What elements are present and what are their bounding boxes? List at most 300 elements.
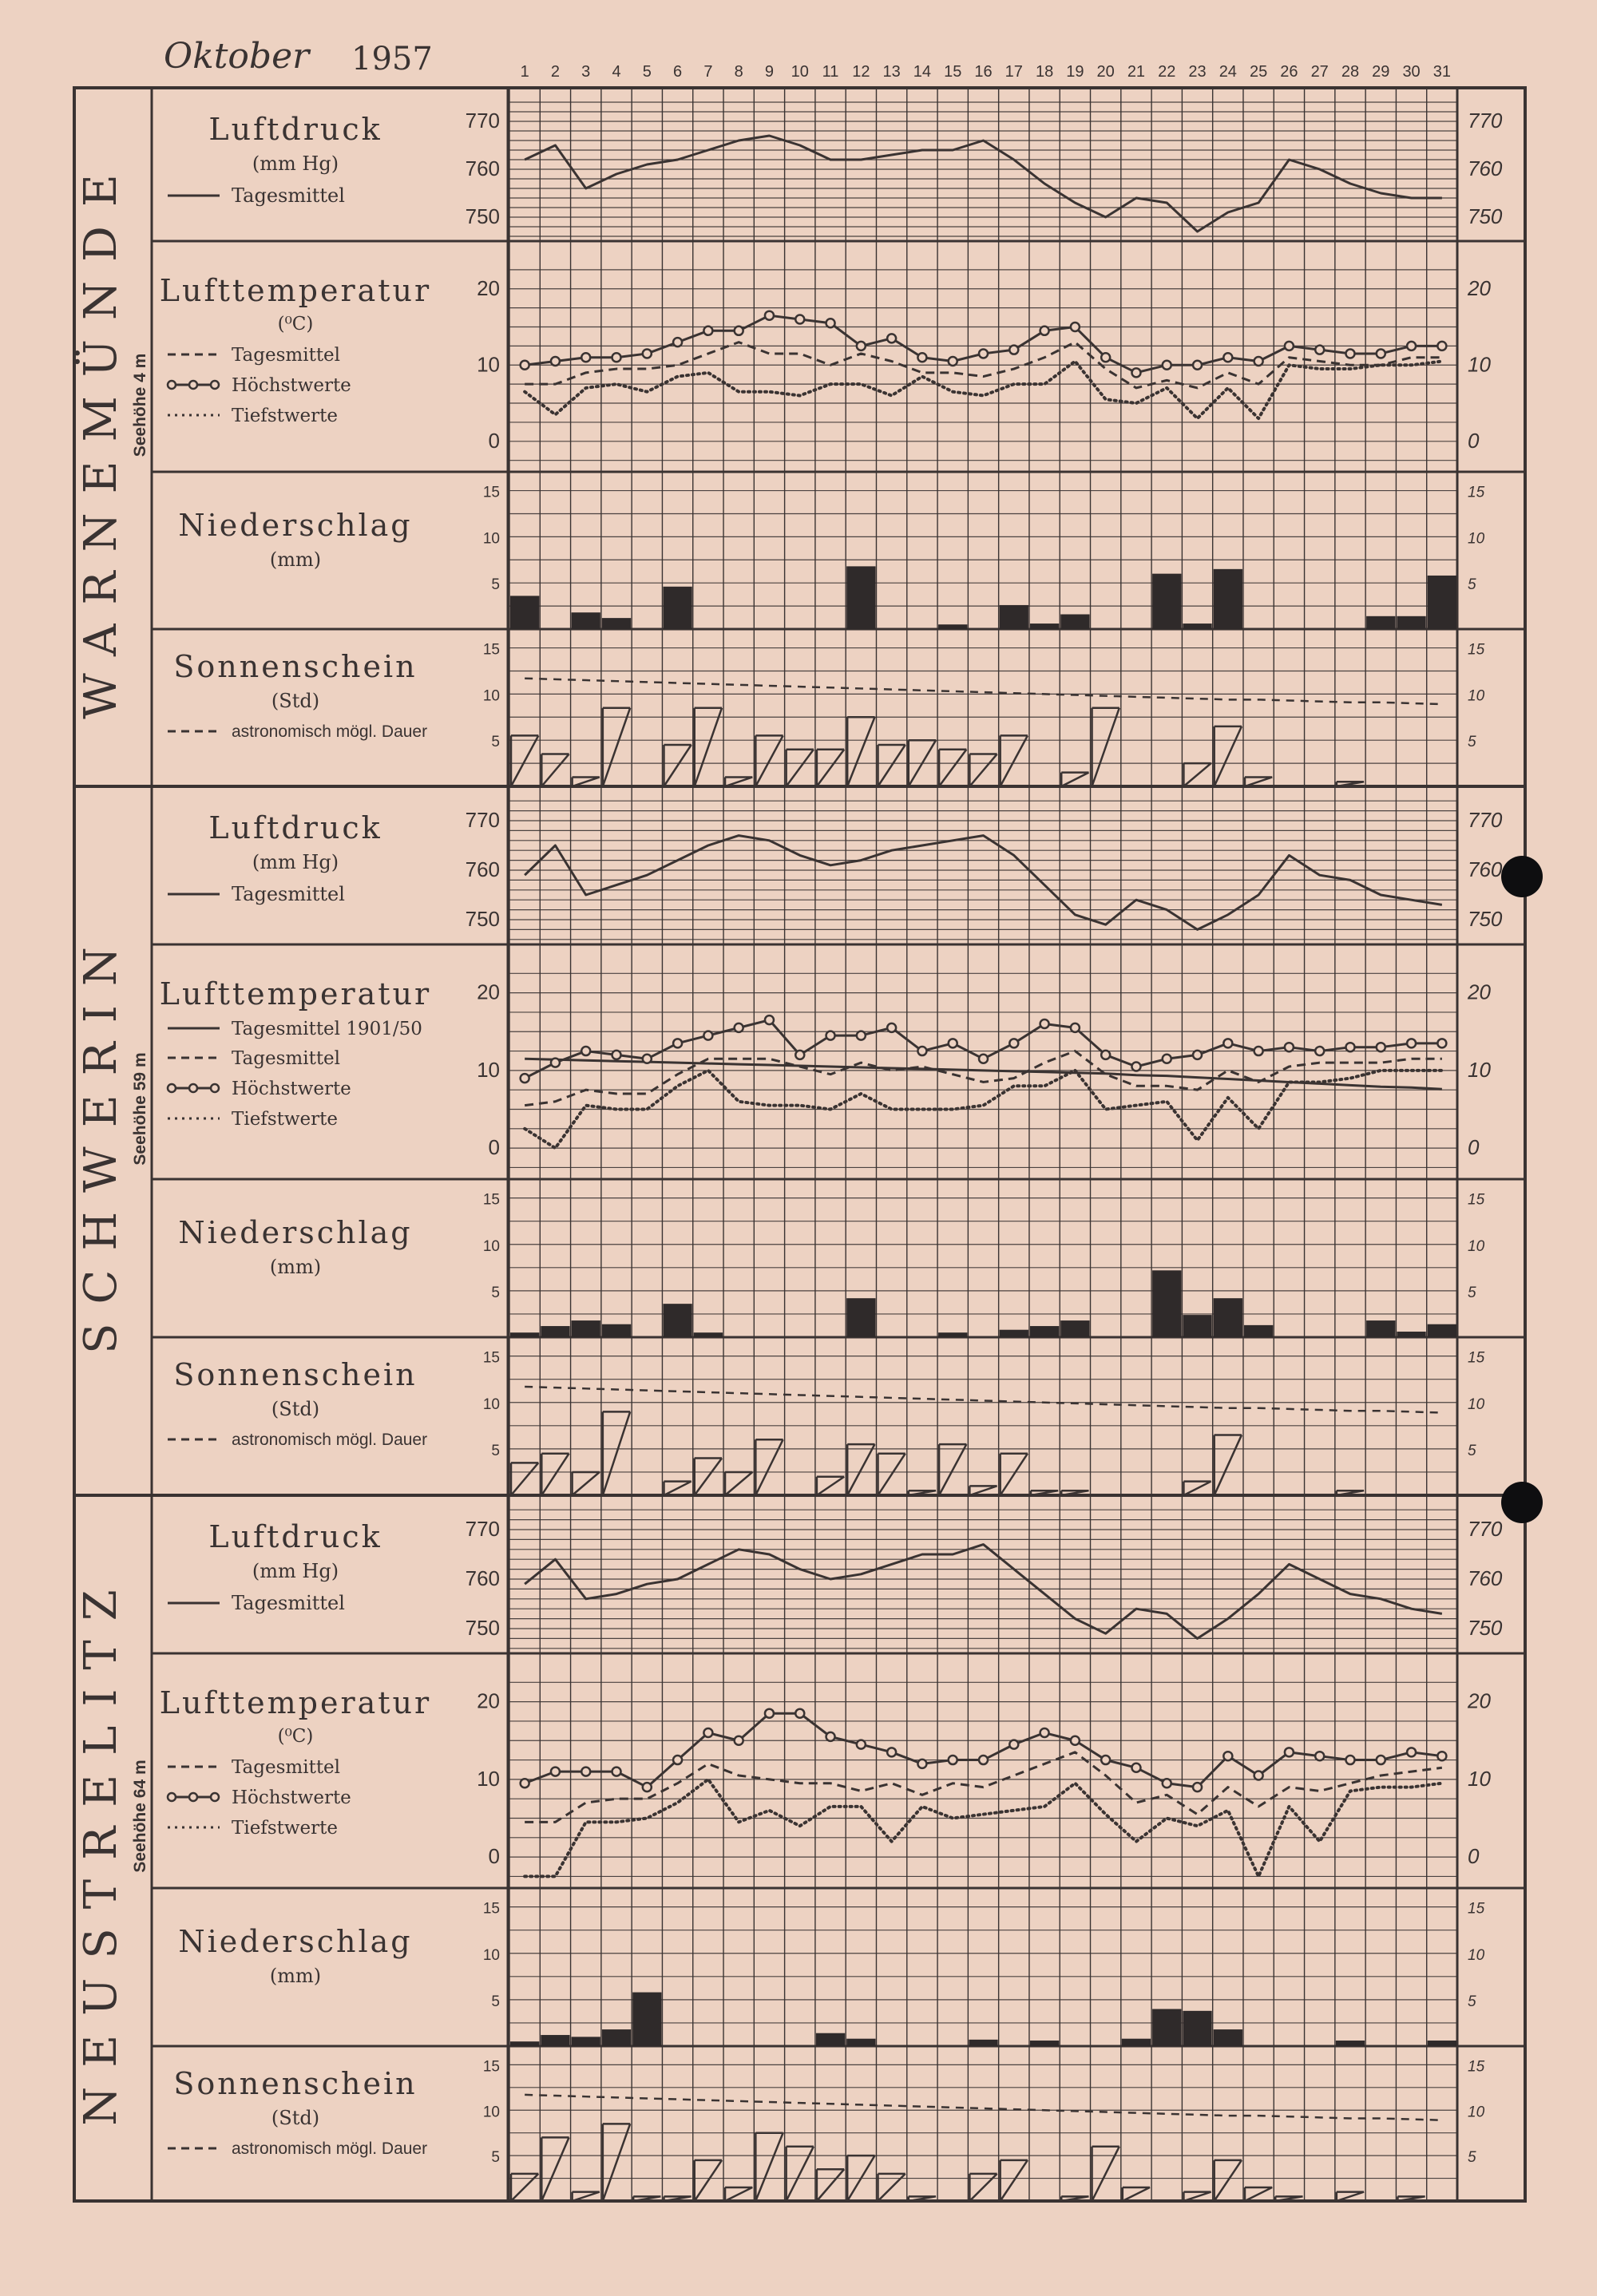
precip-bar	[846, 566, 875, 629]
max-temperature-point	[887, 1023, 896, 1032]
y-tick-label-left: 10	[482, 1946, 500, 1964]
panel-unit: (mm)	[269, 1256, 322, 1278]
precip-bar	[572, 2037, 600, 2046]
max-temperature-point	[1040, 1728, 1049, 1737]
y-tick-label-left: 15	[482, 1900, 500, 1918]
legend-marker	[189, 381, 197, 389]
max-temperature-point	[1040, 327, 1049, 335]
max-temperature-point	[1131, 1764, 1140, 1772]
y-tick-label-left: 760	[465, 1566, 500, 1590]
precip-bar	[1214, 2029, 1242, 2046]
day-number-label: 22	[1158, 63, 1176, 81]
y-tick-label-right: 770	[1468, 808, 1503, 832]
precip-bar	[1152, 574, 1181, 629]
panel-title: Sonnenschein	[173, 649, 418, 684]
precip-bar	[1152, 1270, 1181, 1337]
y-tick-label-left: 0	[488, 1844, 500, 1869]
precip-bar	[1000, 1330, 1028, 1337]
max-temperature-point	[521, 1779, 529, 1787]
max-temperature-point	[1009, 1740, 1018, 1749]
station-name: WARNEMÜNDE	[75, 155, 127, 719]
y-tick-label-right: 15	[1468, 1191, 1485, 1209]
max-temperature-point	[581, 353, 590, 362]
y-tick-label-right: 20	[1468, 1688, 1491, 1713]
y-tick-label-left: 10	[482, 1237, 500, 1255]
panel-unit: (Std)	[271, 690, 320, 712]
y-tick-label-right: 10	[1468, 352, 1491, 377]
y-tick-label-right: 0	[1468, 1844, 1480, 1869]
max-temperature-point	[1254, 357, 1263, 366]
panel-title: Luftdruck	[208, 1519, 382, 1554]
day-number-label: 15	[944, 63, 962, 81]
max-temperature-point	[949, 1039, 957, 1047]
max-temperature-point	[612, 353, 621, 362]
precip-bar	[632, 1993, 661, 2046]
y-tick-label-left: 15	[482, 1349, 500, 1367]
precip-bar	[1366, 616, 1395, 629]
max-temperature-point	[673, 1756, 682, 1764]
precip-bar	[1214, 569, 1242, 629]
precip-bar	[602, 618, 631, 629]
max-temperature-point	[857, 1031, 866, 1040]
station-name: NEUSTRELITZ	[75, 1570, 127, 2126]
max-temperature-point	[1345, 1043, 1354, 1051]
max-temperature-point	[1315, 346, 1324, 354]
y-tick-label-right: 10	[1468, 1057, 1491, 1082]
day-number-label: 16	[974, 63, 993, 81]
y-tick-label-right: 20	[1468, 980, 1491, 1004]
y-tick-label-left: 0	[488, 428, 500, 453]
legend-label: astronomisch mögl. Dauer	[232, 722, 428, 741]
max-temperature-point	[857, 342, 866, 350]
max-temperature-point	[551, 357, 560, 366]
y-tick-label-right: 760	[1468, 156, 1503, 180]
max-temperature-point	[917, 1047, 926, 1055]
day-number-label: 10	[791, 63, 809, 81]
y-tick-label-right: 750	[1468, 907, 1503, 931]
y-tick-label-left: 5	[491, 734, 500, 751]
precip-bar	[1030, 2041, 1059, 2046]
precip-bar	[541, 1326, 569, 1337]
max-temperature-point	[1071, 1023, 1080, 1032]
y-tick-label-right: 770	[1468, 109, 1503, 133]
punch-hole-lower	[1501, 1482, 1543, 1523]
panel-unit: (⁰C)	[277, 1726, 314, 1747]
legend-label: Tagesmittel	[232, 345, 341, 366]
y-tick-label-right: 750	[1468, 1616, 1503, 1640]
y-tick-label-right: 10	[1468, 1395, 1485, 1413]
panel-unit: (mm)	[269, 1965, 322, 1987]
day-number-label: 3	[581, 63, 591, 81]
max-temperature-point	[795, 1709, 804, 1718]
day-number-label: 26	[1280, 63, 1298, 81]
max-temperature-point	[949, 357, 957, 366]
y-tick-label-left: 15	[482, 484, 500, 501]
y-tick-label-left: 0	[488, 1135, 500, 1160]
max-temperature-point	[979, 1055, 988, 1063]
day-number-label: 25	[1249, 63, 1268, 81]
max-temperature-point	[765, 1709, 774, 1718]
day-number-label: 31	[1433, 63, 1451, 81]
y-tick-label-left: 10	[482, 687, 500, 705]
panel-title: Niederschlag	[178, 1215, 413, 1250]
y-tick-label-left: 10	[477, 1766, 500, 1791]
legend-label: Höchstwerte	[232, 1079, 351, 1099]
max-temperature-point	[1223, 1039, 1232, 1047]
precip-bar	[510, 1332, 539, 1337]
y-tick-label-right: 750	[1468, 204, 1503, 228]
panel-title: Niederschlag	[178, 1924, 413, 1959]
y-tick-label-left: 5	[491, 1442, 500, 1459]
max-temperature-point	[1040, 1019, 1049, 1028]
y-tick-label-left: 5	[491, 576, 500, 594]
day-number-label: 5	[642, 63, 652, 81]
max-temperature-point	[1254, 1047, 1263, 1055]
y-tick-label-right: 10	[1468, 2104, 1485, 2121]
precip-bar	[1397, 616, 1425, 629]
max-temperature-point	[1345, 1756, 1354, 1764]
max-temperature-point	[857, 1740, 866, 1749]
legend-marker	[168, 1084, 176, 1092]
max-temperature-point	[703, 327, 712, 335]
day-number-label: 17	[1005, 63, 1023, 81]
y-tick-label-right: 15	[1468, 1900, 1485, 1918]
legend-label: Tagesmittel 1901/50	[232, 1019, 422, 1039]
precip-bar	[1428, 2041, 1456, 2046]
day-number-label: 11	[822, 63, 839, 81]
y-tick-label-left: 5	[491, 1993, 500, 2010]
station-elevation: Seehöhe 59 m	[131, 1052, 149, 1166]
max-temperature-point	[612, 1768, 621, 1776]
legend-label: Tiefstwerte	[232, 1818, 339, 1839]
panel-title: Sonnenschein	[173, 1357, 418, 1392]
precip-bar	[1336, 2041, 1365, 2046]
y-tick-label-left: 750	[465, 907, 500, 931]
y-tick-label-right: 5	[1468, 1442, 1476, 1459]
max-temperature-point	[581, 1047, 590, 1055]
legend-label: astronomisch mögl. Dauer	[232, 2140, 428, 2158]
precip-bar	[602, 1324, 631, 1337]
legend-marker	[211, 1793, 219, 1801]
precip-bar	[1060, 615, 1089, 630]
max-temperature-point	[1437, 342, 1446, 350]
y-tick-label-right: 760	[1468, 1566, 1503, 1590]
y-tick-label-left: 10	[482, 530, 500, 548]
y-tick-label-left: 20	[477, 980, 500, 1004]
chart-month-title: Oktober	[164, 36, 310, 77]
max-temperature-point	[1101, 353, 1110, 362]
precip-bar	[1122, 2039, 1151, 2046]
y-tick-label-left: 5	[491, 1284, 500, 1301]
panel-unit: (mm)	[269, 548, 322, 571]
y-tick-label-left: 15	[482, 2058, 500, 2076]
max-temperature-point	[887, 334, 896, 342]
precip-bar	[846, 1298, 875, 1337]
precip-bar	[1397, 1332, 1425, 1337]
max-temperature-point	[1407, 1039, 1416, 1047]
y-tick-label-right: 10	[1468, 1237, 1485, 1255]
max-temperature-point	[1193, 361, 1202, 370]
precip-bar	[1428, 1324, 1456, 1337]
legend-marker	[189, 1793, 197, 1801]
precip-bar	[1030, 1326, 1059, 1337]
precip-bar	[1000, 605, 1028, 629]
panel-unit: (Std)	[271, 1398, 320, 1420]
max-temperature-point	[1377, 1043, 1385, 1051]
max-temperature-point	[1285, 1043, 1294, 1051]
y-tick-label-left: 15	[482, 1191, 500, 1209]
y-tick-label-left: 20	[477, 1688, 500, 1713]
max-temperature-point	[795, 1051, 804, 1059]
day-number-label: 9	[764, 63, 775, 81]
precip-bar	[1244, 1325, 1273, 1337]
precip-bar	[1183, 623, 1211, 629]
max-temperature-point	[1437, 1752, 1446, 1760]
panel-unit: (Std)	[271, 2107, 320, 2129]
max-temperature-point	[979, 349, 988, 358]
max-temperature-point	[1071, 1736, 1080, 1745]
y-tick-label-left: 10	[482, 2104, 500, 2121]
y-tick-label-right: 5	[1468, 1284, 1476, 1301]
panel-unit: (mm Hg)	[252, 851, 339, 873]
y-tick-label-right: 10	[1468, 1766, 1491, 1791]
y-tick-label-right: 15	[1468, 484, 1485, 501]
max-temperature-point	[765, 311, 774, 320]
max-temperature-point	[1193, 1051, 1202, 1059]
y-tick-label-right: 10	[1468, 1946, 1485, 1964]
precip-bar	[846, 2039, 875, 2046]
max-temperature-point	[1009, 346, 1018, 354]
day-number-label: 13	[882, 63, 901, 81]
y-tick-label-right: 15	[1468, 1349, 1485, 1367]
legend-label: Tiefstwerte	[232, 406, 339, 426]
max-temperature-point	[1407, 1748, 1416, 1756]
panel-title: Luftdruck	[208, 112, 382, 147]
max-temperature-point	[1163, 1055, 1171, 1063]
y-tick-label-left: 770	[465, 808, 500, 832]
max-temperature-point	[1071, 323, 1080, 331]
station-elevation: Seehöhe 64 m	[131, 1760, 149, 1873]
precip-bar	[816, 2033, 845, 2046]
panel-unit: (mm Hg)	[252, 1560, 339, 1582]
day-number-label: 7	[703, 63, 713, 81]
y-tick-label-left: 15	[482, 641, 500, 659]
max-temperature-point	[765, 1015, 774, 1024]
day-number-label: 20	[1096, 63, 1115, 81]
y-tick-label-right: 0	[1468, 428, 1480, 453]
max-temperature-point	[551, 1768, 560, 1776]
day-number-label: 30	[1402, 63, 1421, 81]
legend-label: Höchstwerte	[232, 1787, 351, 1808]
max-temperature-point	[735, 1023, 743, 1032]
precip-bar	[1428, 576, 1456, 629]
precip-bar	[694, 1332, 723, 1337]
punch-hole-upper	[1501, 856, 1543, 897]
panel-unit: (⁰C)	[277, 314, 314, 335]
y-tick-label-right: 20	[1468, 275, 1491, 300]
max-temperature-point	[1223, 353, 1232, 362]
max-temperature-point	[1285, 1748, 1294, 1756]
day-number-label: 23	[1188, 63, 1207, 81]
y-tick-label-left: 770	[465, 109, 500, 133]
max-temperature-point	[1377, 349, 1385, 358]
day-number-label: 1	[520, 63, 529, 81]
max-temperature-point	[643, 1055, 652, 1063]
max-temperature-point	[1101, 1051, 1110, 1059]
max-temperature-point	[826, 319, 835, 327]
y-tick-label-right: 5	[1468, 2149, 1476, 2167]
precip-bar	[1366, 1320, 1395, 1337]
y-tick-label-left: 10	[482, 1395, 500, 1413]
max-temperature-point	[949, 1756, 957, 1764]
y-tick-label-right: 5	[1468, 576, 1476, 594]
precip-bar	[1030, 623, 1059, 629]
legend-label: Höchstwerte	[232, 375, 351, 396]
y-tick-label-left: 760	[465, 156, 500, 180]
max-temperature-point	[551, 1059, 560, 1067]
legend-marker	[189, 1084, 197, 1092]
precip-bar	[510, 2041, 539, 2046]
panel-title: Lufttemperatur	[159, 976, 432, 1011]
legend-label: Tiefstwerte	[232, 1109, 339, 1130]
max-temperature-point	[1131, 1063, 1140, 1071]
max-temperature-point	[1193, 1783, 1202, 1791]
y-tick-label-right: 15	[1468, 641, 1485, 659]
legend-label: Tagesmittel	[232, 1592, 345, 1614]
max-temperature-point	[521, 361, 529, 370]
legend-label: Tagesmittel	[232, 1757, 341, 1778]
max-temperature-point	[735, 1736, 743, 1745]
max-temperature-point	[1101, 1756, 1110, 1764]
legend-marker	[211, 1084, 219, 1092]
y-tick-label-right: 5	[1468, 1993, 1476, 2010]
y-tick-label-right: 5	[1468, 734, 1476, 751]
max-temperature-point	[735, 327, 743, 335]
max-temperature-point	[1437, 1039, 1446, 1047]
panel-title: Luftdruck	[208, 810, 382, 845]
max-temperature-point	[795, 315, 804, 323]
legend-label: Tagesmittel	[232, 883, 345, 905]
max-temperature-point	[1131, 368, 1140, 377]
y-tick-label-right: 770	[1468, 1517, 1503, 1541]
max-temperature-point	[1315, 1047, 1324, 1055]
y-tick-label-left: 10	[477, 1057, 500, 1082]
max-temperature-point	[643, 349, 652, 358]
max-temperature-point	[1009, 1039, 1018, 1047]
max-temperature-point	[581, 1768, 590, 1776]
precip-bar	[969, 2040, 997, 2046]
y-tick-label-right: 15	[1468, 2058, 1485, 2076]
day-number-label: 2	[550, 63, 560, 81]
precip-bar	[572, 612, 600, 629]
day-number-label: 4	[612, 63, 621, 81]
max-temperature-point	[1345, 349, 1354, 358]
day-number-label: 24	[1219, 63, 1237, 81]
precip-bar	[663, 587, 692, 629]
legend-marker	[168, 1793, 176, 1801]
precip-bar	[541, 2035, 569, 2046]
y-tick-label-left: 770	[465, 1517, 500, 1541]
precip-bar	[1183, 2011, 1211, 2046]
max-temperature-point	[979, 1756, 988, 1764]
precip-bar	[1183, 1315, 1211, 1337]
max-temperature-point	[1285, 342, 1294, 350]
panel-unit: (mm Hg)	[252, 152, 339, 175]
station-elevation: Seehöhe 4 m	[131, 353, 149, 457]
max-temperature-point	[673, 338, 682, 346]
max-temperature-point	[1254, 1771, 1263, 1780]
panel-title: Niederschlag	[178, 508, 413, 543]
max-temperature-point	[917, 353, 926, 362]
day-number-label: 6	[673, 63, 683, 81]
legend-label: Tagesmittel	[232, 184, 345, 207]
y-tick-label-left: 760	[465, 857, 500, 881]
max-temperature-point	[917, 1760, 926, 1768]
day-number-label: 12	[852, 63, 870, 81]
y-tick-label-left: 20	[477, 275, 500, 300]
max-temperature-point	[1223, 1752, 1232, 1760]
max-temperature-point	[703, 1728, 712, 1737]
precip-bar	[602, 2029, 631, 2046]
precip-bar	[1152, 2009, 1181, 2047]
y-tick-label-left: 10	[477, 352, 500, 377]
precip-bar	[1060, 1320, 1089, 1337]
legend-label: astronomisch mögl. Dauer	[232, 1431, 428, 1449]
max-temperature-point	[643, 1783, 652, 1791]
day-number-label: 28	[1341, 63, 1360, 81]
max-temperature-point	[1377, 1756, 1385, 1764]
day-number-label: 29	[1372, 63, 1390, 81]
y-tick-label-left: 750	[465, 204, 500, 228]
max-temperature-point	[673, 1039, 682, 1047]
y-tick-label-right: 10	[1468, 530, 1485, 548]
panel-title: Lufttemperatur	[159, 273, 432, 308]
max-temperature-point	[1407, 342, 1416, 350]
max-temperature-point	[887, 1748, 896, 1756]
max-temperature-point	[1163, 1779, 1171, 1787]
y-tick-label-right: 760	[1468, 857, 1503, 881]
max-temperature-point	[703, 1031, 712, 1040]
y-tick-label-left: 750	[465, 1616, 500, 1640]
panel-title: Sonnenschein	[173, 2066, 418, 2101]
legend-marker	[168, 381, 176, 389]
precip-bar	[663, 1304, 692, 1337]
precip-bar	[572, 1320, 600, 1337]
max-temperature-point	[1315, 1752, 1324, 1760]
day-number-label: 27	[1310, 63, 1329, 81]
panel-title: Lufttemperatur	[159, 1685, 432, 1720]
day-number-label: 19	[1066, 63, 1084, 81]
max-temperature-point	[521, 1074, 529, 1083]
max-temperature-point	[826, 1031, 835, 1040]
legend-label: Tagesmittel	[232, 1048, 341, 1069]
max-temperature-point	[826, 1732, 835, 1741]
y-tick-label-left: 5	[491, 2149, 500, 2167]
chart-year-title: 1957	[351, 41, 433, 77]
precip-bar	[938, 1332, 967, 1337]
max-temperature-point	[612, 1051, 621, 1059]
station-name: SCHWERIN	[75, 928, 127, 1354]
day-number-label: 21	[1127, 63, 1146, 81]
max-temperature-point	[1163, 361, 1171, 370]
precip-bar	[510, 596, 539, 629]
day-number-label: 8	[734, 63, 743, 81]
day-number-label: 18	[1035, 63, 1054, 81]
precip-bar	[1214, 1298, 1242, 1337]
y-tick-label-right: 10	[1468, 687, 1485, 705]
legend-marker	[211, 381, 219, 389]
y-tick-label-right: 0	[1468, 1135, 1480, 1160]
